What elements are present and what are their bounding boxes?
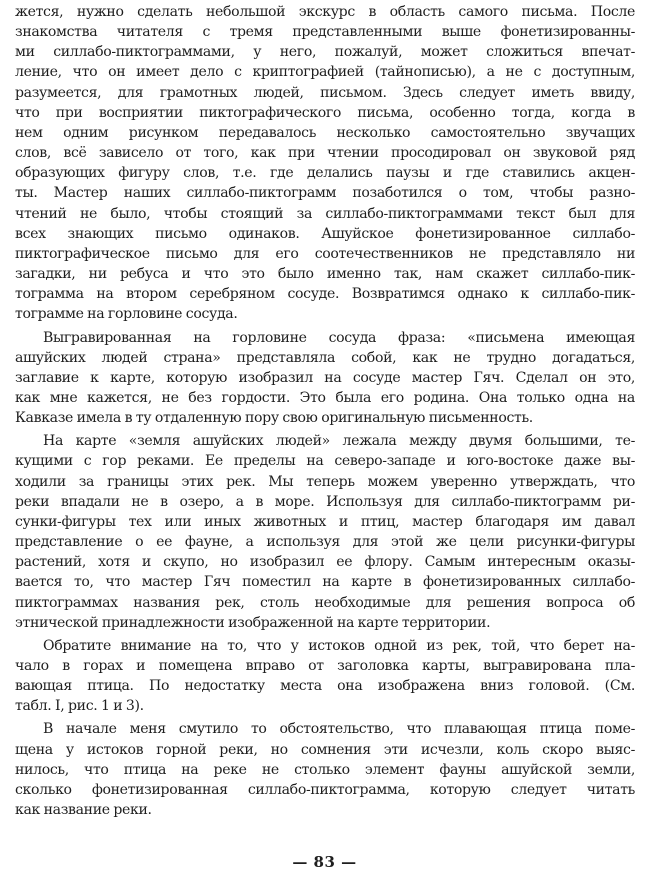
text-line: чтений не было, чтобы стоящий за силлабо-пиктограммами текст был для [15,205,635,222]
text-line: образующих фигуру слов, т.е. где делались паузы и где ставились акцен- [15,165,635,182]
text-line: знакомства читателя с тремя представленными выше фонетизированны- [15,24,635,41]
text-line: Обратите внимание на то, что у истоков одной из рек, той, что берет на- [43,637,635,654]
text-line: как название реки. [15,802,152,819]
text-line: тограмме на горловине сосуда. [15,306,238,323]
text-line: ты. Мастер наших силлабо-пиктограмм позаботился о том, чтобы разно- [15,185,635,202]
text-line: нилось, что птица на реке не столько элемент фауны ашуйской земли, [15,761,635,778]
text-line: Кавказе имела в ту отдаленную пору свою оригинальную письменность. [15,410,533,427]
text-line: ми силлабо-пиктограммами, у него, пожалуй, может сложиться впечат- [15,44,635,61]
text-line: жется, нужно сделать небольшой экскурс в область самого письма. После [15,4,635,20]
paragraph [15,2,635,325]
text-line: ление, что он имеет дело с криптографией (тайнописью), а не с доступным, [15,64,635,81]
text-line: этнической принадлежности изображенной на карте территории. [15,614,491,631]
text-line: На карте «земля ашуйских людей» лежала между двумя большими, те- [43,433,635,450]
text-line: растений, хотя и скупо, но изобразил ее флору. Самым интересным оказы- [15,554,635,571]
body-text [15,2,635,820]
text-line: разумеется, для грамотных людей, письмом. Здесь следует иметь ввиду, [15,84,635,101]
text-line: как мне кажется, не без гордости. Это была его родина. Она только одна на [15,389,635,406]
text-line: вающая птица. По недостатку места она изображена вниз головой. (См. [15,678,635,695]
text-line: представление о ее фауне, а используя для этой же цели рисунки-фигуры [15,534,635,551]
text-line: табл. I, рис. 1 и 3). [15,698,144,715]
paragraph [15,636,635,717]
paragraph [15,719,635,820]
text-line: слов, всё зависело от того, как при чтении просодировал он звуковой ряд [15,145,635,162]
text-line: нем одним рисунком передавалось несколько самостоятельно звучащих [15,124,635,141]
text-line: ходили за границы этих рек. Мы теперь можем уверенно утверждать, что [15,473,635,490]
text-line: сунки-фигуры тех или иных животных и птиц, мастер благодаря им давал [15,513,635,530]
text-line: Выгравированная на горловине сосуда фраза: «письмена имеющая [43,329,635,346]
text-line: ашуйских людей страна» представляла собой, как не трудно догадаться, [15,349,635,366]
text-line: реки впадали не в озеро, а в море. Используя для силлабо-пиктограмм ри- [15,493,635,510]
text-line: кущими с гор реками. Ее пределы на северо-западе и юго-востоке даже вы- [15,453,635,470]
text-line: сколько фонетизированная силлабо-пиктограмма, которую следует читать [15,781,635,798]
text-line: тограмма на втором серебряном сосуде. Возвратимся однако к силлабо-пик- [15,286,635,303]
paragraph [15,431,635,633]
paragraph [15,328,635,429]
text-line: щена у истоков горной реки, но сомнения эти исчезли, коль скоро выяс- [15,741,635,758]
text-line: заглавие к карте, которую изобразил на сосуде мастер Гяч. Сделал он это, [15,369,635,386]
text-line: загадки, ни ребуса и что это было именно так, нам скажет силлабо-пик- [15,266,635,283]
text-line: чало в горах и помещена вправо от заголовка карты, выгравирована пла- [15,658,635,674]
text-line: всех знающих письмо одинаков. Ашуйское фонетизированное силлабо- [15,225,635,242]
text-line: что при восприятии пиктографического письма, особенно тогда, когда в [15,104,635,121]
text-line: В начале меня смутило то обстоятельство, что плавающая птица поме- [43,721,635,738]
text-line: пиктограммах названия рек, столь необходимые для решения вопроса об [15,594,635,611]
page-number: — 83 — [292,853,357,871]
text-line: пиктографическое письмо для его соотечественников не представляло ни [15,245,635,262]
text-line: вается то, что мастер Гяч поместил на карте в фонетизированных силлабо- [15,574,635,591]
